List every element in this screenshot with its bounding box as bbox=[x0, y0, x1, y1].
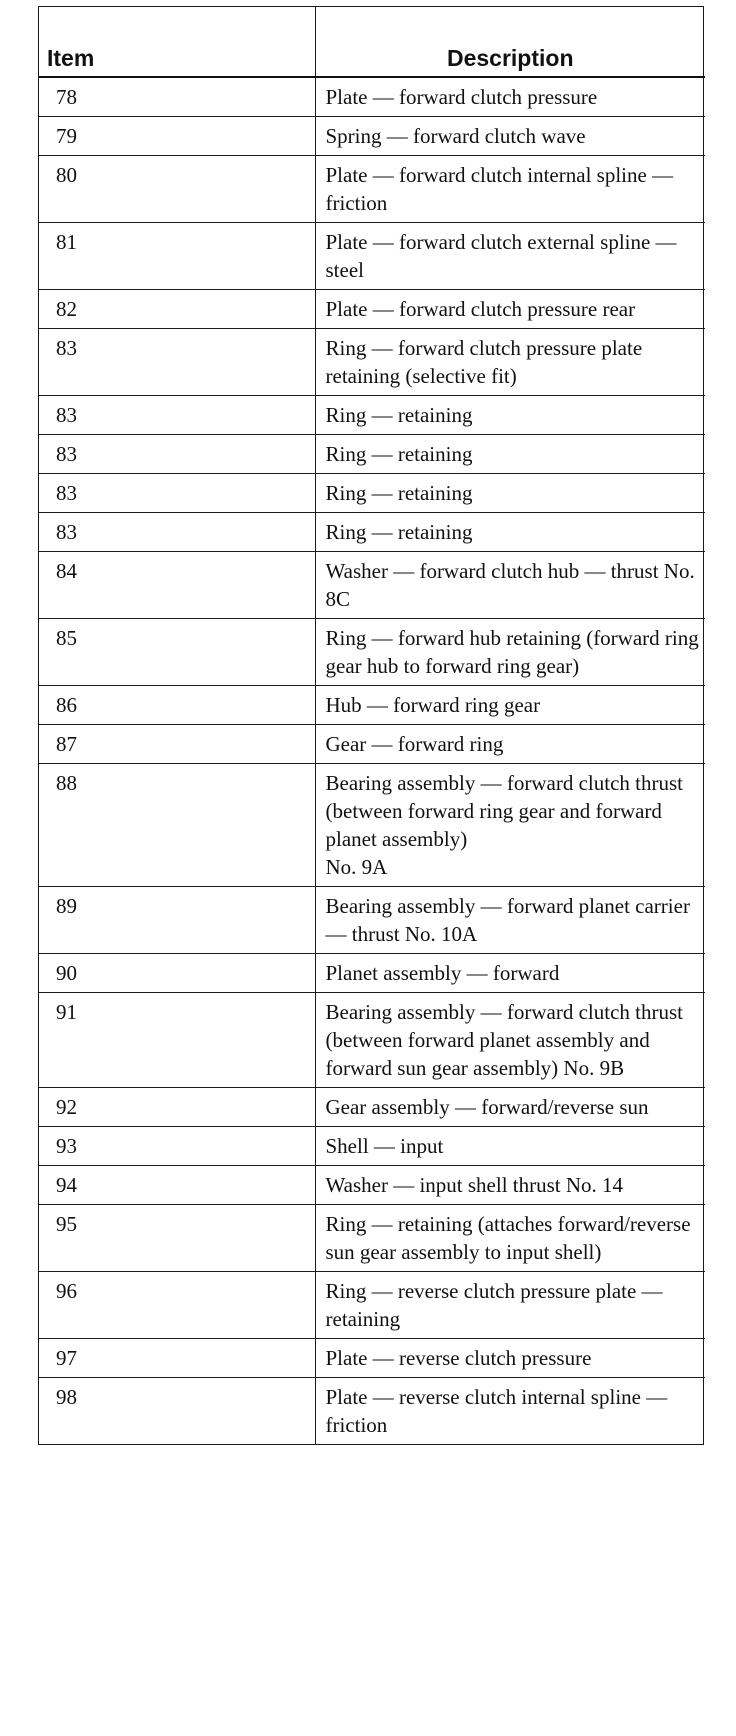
item-description bbox=[315, 619, 705, 686]
table-row bbox=[39, 619, 705, 686]
header-row bbox=[39, 7, 705, 77]
table-row bbox=[39, 993, 705, 1088]
description-text: Shell — input bbox=[325, 1134, 444, 1158]
description-text: Plate — forward clutch external spline — steel bbox=[325, 230, 677, 282]
description-text: Plate — forward clutch pressure rear bbox=[325, 297, 636, 321]
table-row bbox=[39, 954, 705, 993]
item-description bbox=[315, 1378, 705, 1445]
item-description bbox=[315, 1205, 705, 1272]
item-description bbox=[315, 725, 705, 764]
table-row bbox=[39, 764, 705, 887]
item-description bbox=[315, 1127, 705, 1166]
description-text: Bearing assembly — forward clutch thrust (between forward ring gear and forward planet assembly) bbox=[325, 771, 683, 851]
item-description bbox=[315, 117, 705, 156]
description-text: Ring — retaining bbox=[325, 520, 473, 544]
item-number: 83 bbox=[39, 513, 315, 552]
parts-table-page bbox=[38, 6, 704, 1445]
table-row bbox=[39, 474, 705, 513]
table-row bbox=[39, 1339, 705, 1378]
item-description bbox=[315, 1166, 705, 1205]
table-row bbox=[39, 396, 705, 435]
table-row bbox=[39, 1166, 705, 1205]
description-text: Plate — reverse clutch internal spline — friction bbox=[325, 1385, 668, 1437]
table-row bbox=[39, 223, 705, 290]
description-text: Washer — input shell thrust No. 14 bbox=[325, 1173, 624, 1197]
table-row bbox=[39, 1088, 705, 1127]
item-number: 91 bbox=[39, 993, 315, 1088]
item-column-header: Item bbox=[39, 7, 315, 77]
description-text: Plate — forward clutch internal spline — friction bbox=[325, 163, 674, 215]
item-description bbox=[315, 329, 705, 396]
table-row bbox=[39, 1272, 705, 1339]
item-description bbox=[315, 77, 705, 117]
item-number: 78 bbox=[39, 77, 315, 117]
table-row bbox=[39, 887, 705, 954]
item-description bbox=[315, 552, 705, 619]
description-text: Ring — forward hub retaining (forward ring gear hub to forward ring gear) bbox=[325, 626, 699, 678]
table-row bbox=[39, 513, 705, 552]
item-number: 87 bbox=[39, 725, 315, 764]
description-text: Ring — retaining (attaches forward/reverse sun gear assembly to input shell) bbox=[325, 1212, 691, 1264]
item-description bbox=[315, 954, 705, 993]
item-number: 83 bbox=[39, 474, 315, 513]
item-description bbox=[315, 474, 705, 513]
table-row bbox=[39, 117, 705, 156]
description-text: Planet assembly — forward bbox=[325, 961, 560, 985]
description-text: Gear assembly — forward/reverse sun bbox=[325, 1095, 649, 1119]
description-text: Ring — reverse clutch pressure plate — retaining bbox=[325, 1279, 663, 1331]
item-description bbox=[315, 156, 705, 223]
description-text: Ring — retaining bbox=[325, 403, 473, 427]
item-description bbox=[315, 435, 705, 474]
table-row bbox=[39, 156, 705, 223]
table-row bbox=[39, 686, 705, 725]
item-number: 93 bbox=[39, 1127, 315, 1166]
item-number: 81 bbox=[39, 223, 315, 290]
description-column-header: Description bbox=[315, 7, 705, 77]
item-number: 95 bbox=[39, 1205, 315, 1272]
table-row bbox=[39, 1127, 705, 1166]
parts-table bbox=[39, 7, 705, 1444]
description-text: Plate — reverse clutch pressure bbox=[325, 1346, 592, 1370]
table-row bbox=[39, 1378, 705, 1445]
item-description bbox=[315, 764, 705, 887]
item-number: 96 bbox=[39, 1272, 315, 1339]
item-number: 90 bbox=[39, 954, 315, 993]
description-text: Spring — forward clutch wave bbox=[325, 124, 586, 148]
item-description bbox=[315, 290, 705, 329]
description-text: Ring — forward clutch pressure plate retaining (selective fit) bbox=[325, 336, 643, 388]
description-text: Ring — retaining bbox=[325, 442, 473, 466]
item-number: 97 bbox=[39, 1339, 315, 1378]
item-number: 80 bbox=[39, 156, 315, 223]
table-row bbox=[39, 329, 705, 396]
item-number: 84 bbox=[39, 552, 315, 619]
description-text: Ring — retaining bbox=[325, 481, 473, 505]
item-number: 82 bbox=[39, 290, 315, 329]
item-description bbox=[315, 223, 705, 290]
description-text: Hub — forward ring gear bbox=[325, 693, 541, 717]
item-description bbox=[315, 1088, 705, 1127]
item-number: 79 bbox=[39, 117, 315, 156]
description-extra-text: No. 9A bbox=[325, 855, 388, 879]
item-number: 83 bbox=[39, 396, 315, 435]
item-number: 88 bbox=[39, 764, 315, 887]
table-row bbox=[39, 290, 705, 329]
item-description bbox=[315, 396, 705, 435]
item-number: 89 bbox=[39, 887, 315, 954]
table-row bbox=[39, 552, 705, 619]
item-number: 86 bbox=[39, 686, 315, 725]
item-number: 92 bbox=[39, 1088, 315, 1127]
table-body bbox=[39, 77, 705, 1444]
item-description bbox=[315, 686, 705, 725]
table-row bbox=[39, 435, 705, 474]
table-row bbox=[39, 1205, 705, 1272]
description-text: Bearing assembly — forward clutch thrust (between forward planet assembly and forward sun gear assembly) No. 9B bbox=[325, 1000, 683, 1080]
item-description bbox=[315, 513, 705, 552]
description-text: Washer — forward clutch hub — thrust No. 8C bbox=[325, 559, 695, 611]
item-number: 85 bbox=[39, 619, 315, 686]
item-number: 83 bbox=[39, 329, 315, 396]
item-number: 98 bbox=[39, 1378, 315, 1445]
item-description bbox=[315, 993, 705, 1088]
item-number: 94 bbox=[39, 1166, 315, 1205]
description-text: Bearing assembly — forward planet carrier — thrust No. 10A bbox=[325, 894, 690, 946]
table-row bbox=[39, 77, 705, 117]
item-description bbox=[315, 887, 705, 954]
table-row bbox=[39, 725, 705, 764]
description-text: Gear — forward ring bbox=[325, 732, 504, 756]
item-description bbox=[315, 1339, 705, 1378]
description-text: Plate — forward clutch pressure bbox=[325, 85, 598, 109]
item-number: 83 bbox=[39, 435, 315, 474]
item-description bbox=[315, 1272, 705, 1339]
